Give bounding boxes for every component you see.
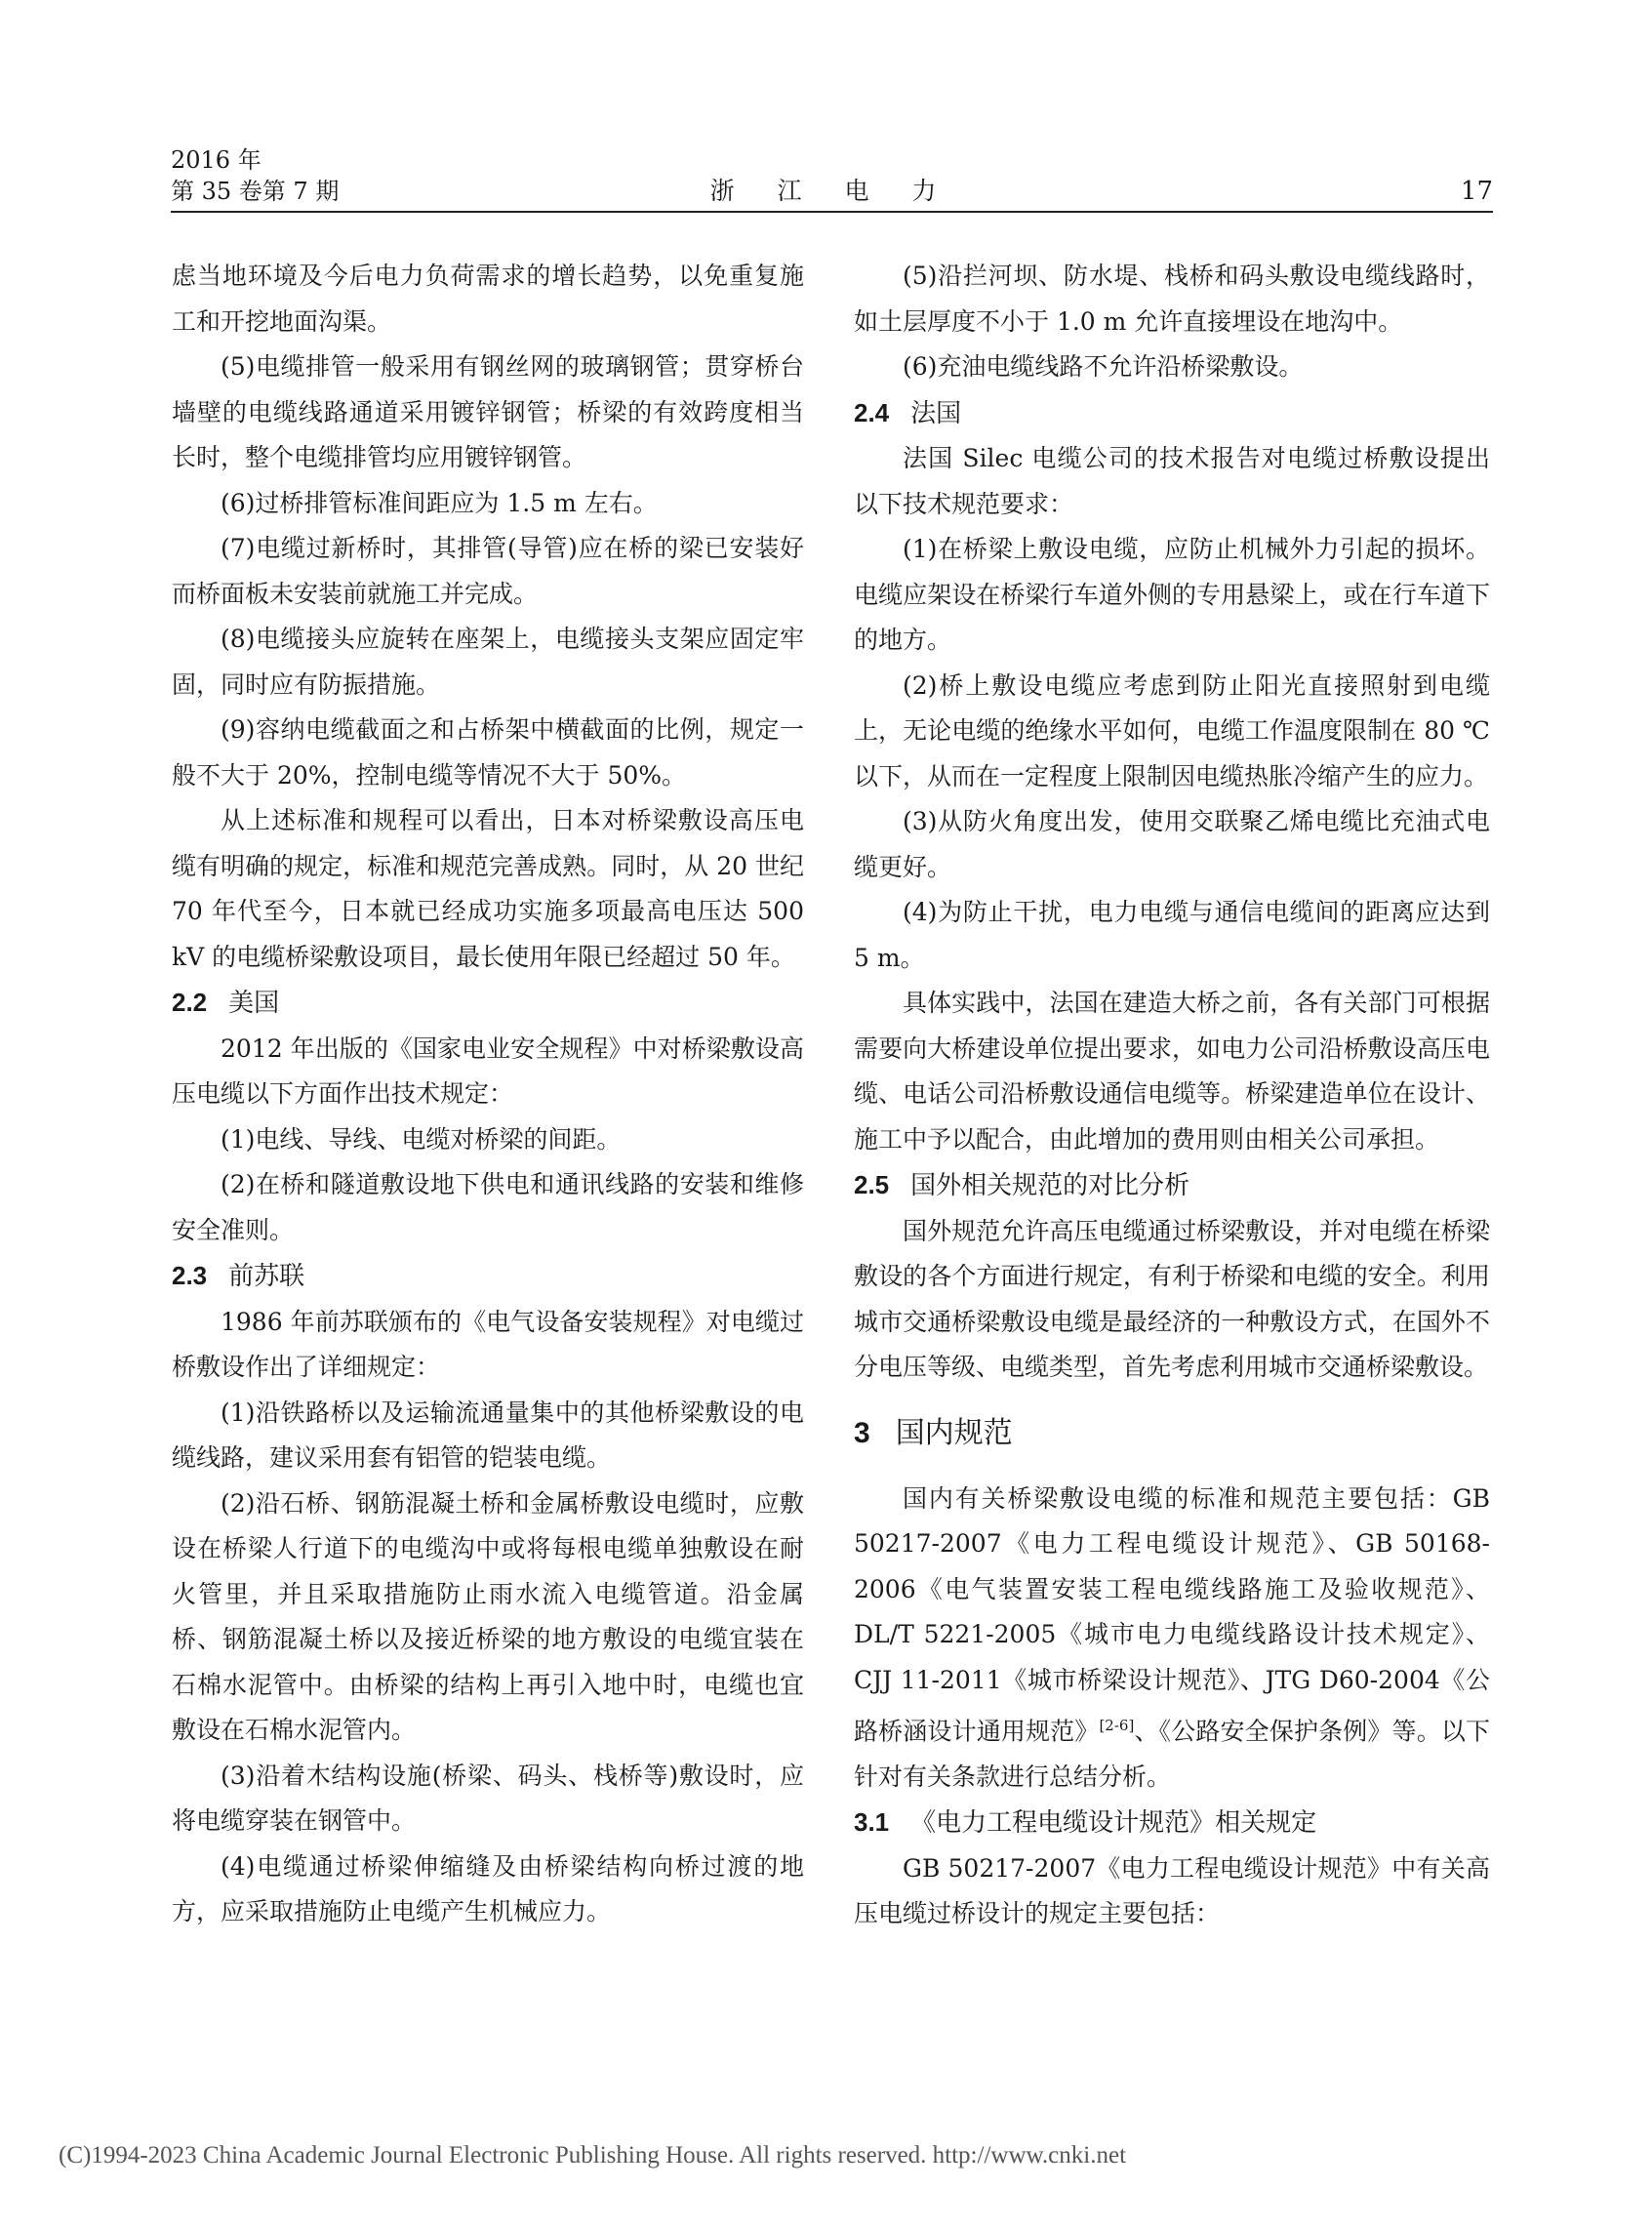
page-number: 17 [1460, 177, 1493, 206]
paragraph: 法国 Silec 电缆公司的技术报告对电缆过桥敷设提出以下技术规范要求： [854, 444, 1490, 518]
subsection-heading [172, 980, 804, 1027]
paragraph: (8)电缆接头应旋转在座架上，电缆接头支架应固定牢固，同时应有防振措施。 [172, 625, 804, 699]
paragraph: (1)沿铁路桥以及运输流通量集中的其他桥梁敷设的电缆线路，建议采用套有铝管的铠装电缆。 [172, 1398, 804, 1472]
heading-number: 3 [854, 1416, 870, 1449]
subsection-heading [854, 1162, 1490, 1209]
right-column [854, 254, 1490, 1937]
heading-number: 2.3 [172, 1261, 208, 1290]
heading-number: 3.1 [854, 1807, 890, 1838]
paragraph: (3)沿着木结构设施(桥梁、码头、栈桥等)敷设时，应将电缆穿装在钢管中。 [172, 1761, 804, 1835]
citation-ref: [2-6] [1099, 1717, 1135, 1734]
paragraph: (9)容纳电缆截面之和占桥架中横截面的比例，规定一般不大于 20%，控制电缆等情况不大于 50%。 [172, 715, 804, 790]
heading-text: 《电力工程电缆设计规范》相关规定 [910, 1808, 1317, 1839]
paragraph: (6)充油电缆线路不允许沿桥梁敷设。 [903, 352, 1304, 381]
paragraph: (4)电缆通过桥梁伸缩缝及由桥梁结构向桥过渡的地方，应采取措施防止电缆产生机械应力。 [172, 1851, 804, 1925]
paragraph: (2)在桥和隧道敷设地下供电和通讯线路的安装和维修安全准则。 [172, 1170, 804, 1244]
subsection-heading [854, 1800, 1490, 1846]
paragraph: (5)电缆排管一般采用有钢丝网的玻璃钢管；贯穿桥台墙壁的电缆线路通道采用镀锌钢管；桥梁的有效跨度相当长时，整个电缆排管均应用镀锌钢管。 [172, 352, 804, 471]
heading-text: 法国 [910, 398, 962, 428]
heading-number: 2.4 [854, 397, 890, 427]
paragraph: (1)在桥梁上敷设电缆，应防止机械外力引起的损坏。电缆应架设在桥梁行车道外侧的专用悬梁上，或在行车道下的地方。 [854, 535, 1490, 654]
page-header [171, 144, 1493, 213]
paragraph: 虑当地环境及今后电力负荷需求的增长趋势，以免重复施工和开挖地面沟渠。 [172, 262, 804, 336]
heading-text: 国内规范 [895, 1415, 1013, 1450]
heading-text: 美国 [228, 989, 280, 1018]
left-column [172, 254, 804, 1935]
year: 2016 年 [171, 146, 262, 174]
heading-number: 2.5 [854, 1170, 890, 1199]
paragraph: 从上述标准和规程可以看出，日本对桥梁敷设高压电缆有明确的规定，标准和规范完善成熟。同时，从 20 世纪 70 年代至今，日本就已经成功实施多项最高电压达 500 kV 的电缆桥梁敷设项目，最长使用年限已经超过 50 年。 [172, 806, 804, 971]
heading-text: 前苏联 [228, 1262, 305, 1291]
paragraph: 国内有关桥梁敷设电缆的标准和规范主要包括：GB 50217-2007《电力工程电缆设计规范》、GB 50168-2006《电气装置安装工程电缆线路施工及验收规范》、DL/T 5221-2005《城市电力电缆线路设计技术规定》、CJJ 11-2011《城市桥梁设计规范》、JTG D60-2004《公路桥涵设计通用规范》[2-6]、《公路安全保护条例》等。以下针对有关条款进行总结分析。 [854, 1483, 1490, 1791]
paragraph: (2)沿石桥、钢筋混凝土桥和金属桥敷设电缆时，应敷设在桥梁人行道下的电缆沟中或将每根电缆单独敷设在耐火管里，并且采取措施防止雨水流入电缆管道。沿金属桥、钢筋混凝土桥以及接近桥梁的地方敷设的电缆宜装在石棉水泥管中。由桥梁的结构上再引入地中时，电缆也宜敷设在石棉水泥管内。 [172, 1488, 804, 1744]
paragraph: 2012 年出版的《国家电业安全规程》中对桥梁敷设高压电缆以下方面作出技术规定： [172, 1033, 804, 1108]
subsection-heading [854, 390, 1490, 437]
paragraph: 国外规范允许高压电缆通过桥梁敷设，并对电缆在桥梁敷设的各个方面进行规定，有利于桥梁和电缆的安全。利用城市交通桥梁敷设电缆是最经济的一种敷设方式，在国外不分电压等级、电缆类型，首先考虑利用城市交通桥梁敷设。 [854, 1216, 1490, 1381]
heading-number: 2.2 [172, 988, 208, 1017]
journal-name: 浙 江 电 力 [709, 177, 954, 205]
paragraph: 1986 年前苏联颁布的《电气设备安装规程》对电缆过桥敷设作出了详细规定： [172, 1307, 804, 1381]
paragraph: (2)桥上敷设电缆应考虑到防止阳光直接照射到电缆上，无论电缆的绝缘水平如何，电缆工作温度限制在 80 ℃以下，从而在一定程度上限制因电缆热胀冷缩产生的应力。 [854, 670, 1490, 790]
subsection-heading [172, 1253, 804, 1300]
copyright-footer: (C)1994-2023 China Academic Journal Electronic Publishing House. All rights reserved. http://www.cnki.net [59, 2142, 1127, 2168]
volume-issue: 第 35 卷第 7 期 [171, 178, 340, 205]
paragraph: (7)电缆过新桥时，其排管(导管)应在桥的梁已安装好而桥面板未安装前就施工并完成。 [172, 534, 804, 608]
paragraph: (1)电线、导线、电缆对桥梁的间距。 [221, 1124, 622, 1154]
heading-text: 国外相关规范的对比分析 [910, 1171, 1190, 1200]
paragraph: (4)为防止干扰，电力电缆与通信电缆间的距离应达到 5 m。 [854, 898, 1490, 972]
paragraph: (6)过桥排管标准间距应为 1.5 m 左右。 [221, 488, 658, 517]
paragraph: (3)从防火角度出发，使用交联聚乙烯电缆比充油式电缆更好。 [854, 807, 1490, 881]
paragraph: (5)沿拦河坝、防水堤、栈桥和码头敷设电缆线路时，如土层厚度不小于 1.0 m 允许直接埋设在地沟中。 [854, 262, 1490, 336]
paragraph: 具体实践中，法国在建造大桥之前，各有关部门可根据需要向大桥建设单位提出要求，如电力公司沿桥敷设高压电缆、电话公司沿桥敷设通信电缆等。桥梁建造单位在设计、施工中予以配合，由此增加的费用则由相关公司承担。 [854, 989, 1490, 1154]
paragraph: GB 50217-2007《电力工程电缆设计规范》中有关高压电缆过桥设计的规定主要包括： [854, 1853, 1490, 1928]
section-heading [854, 1404, 1490, 1463]
